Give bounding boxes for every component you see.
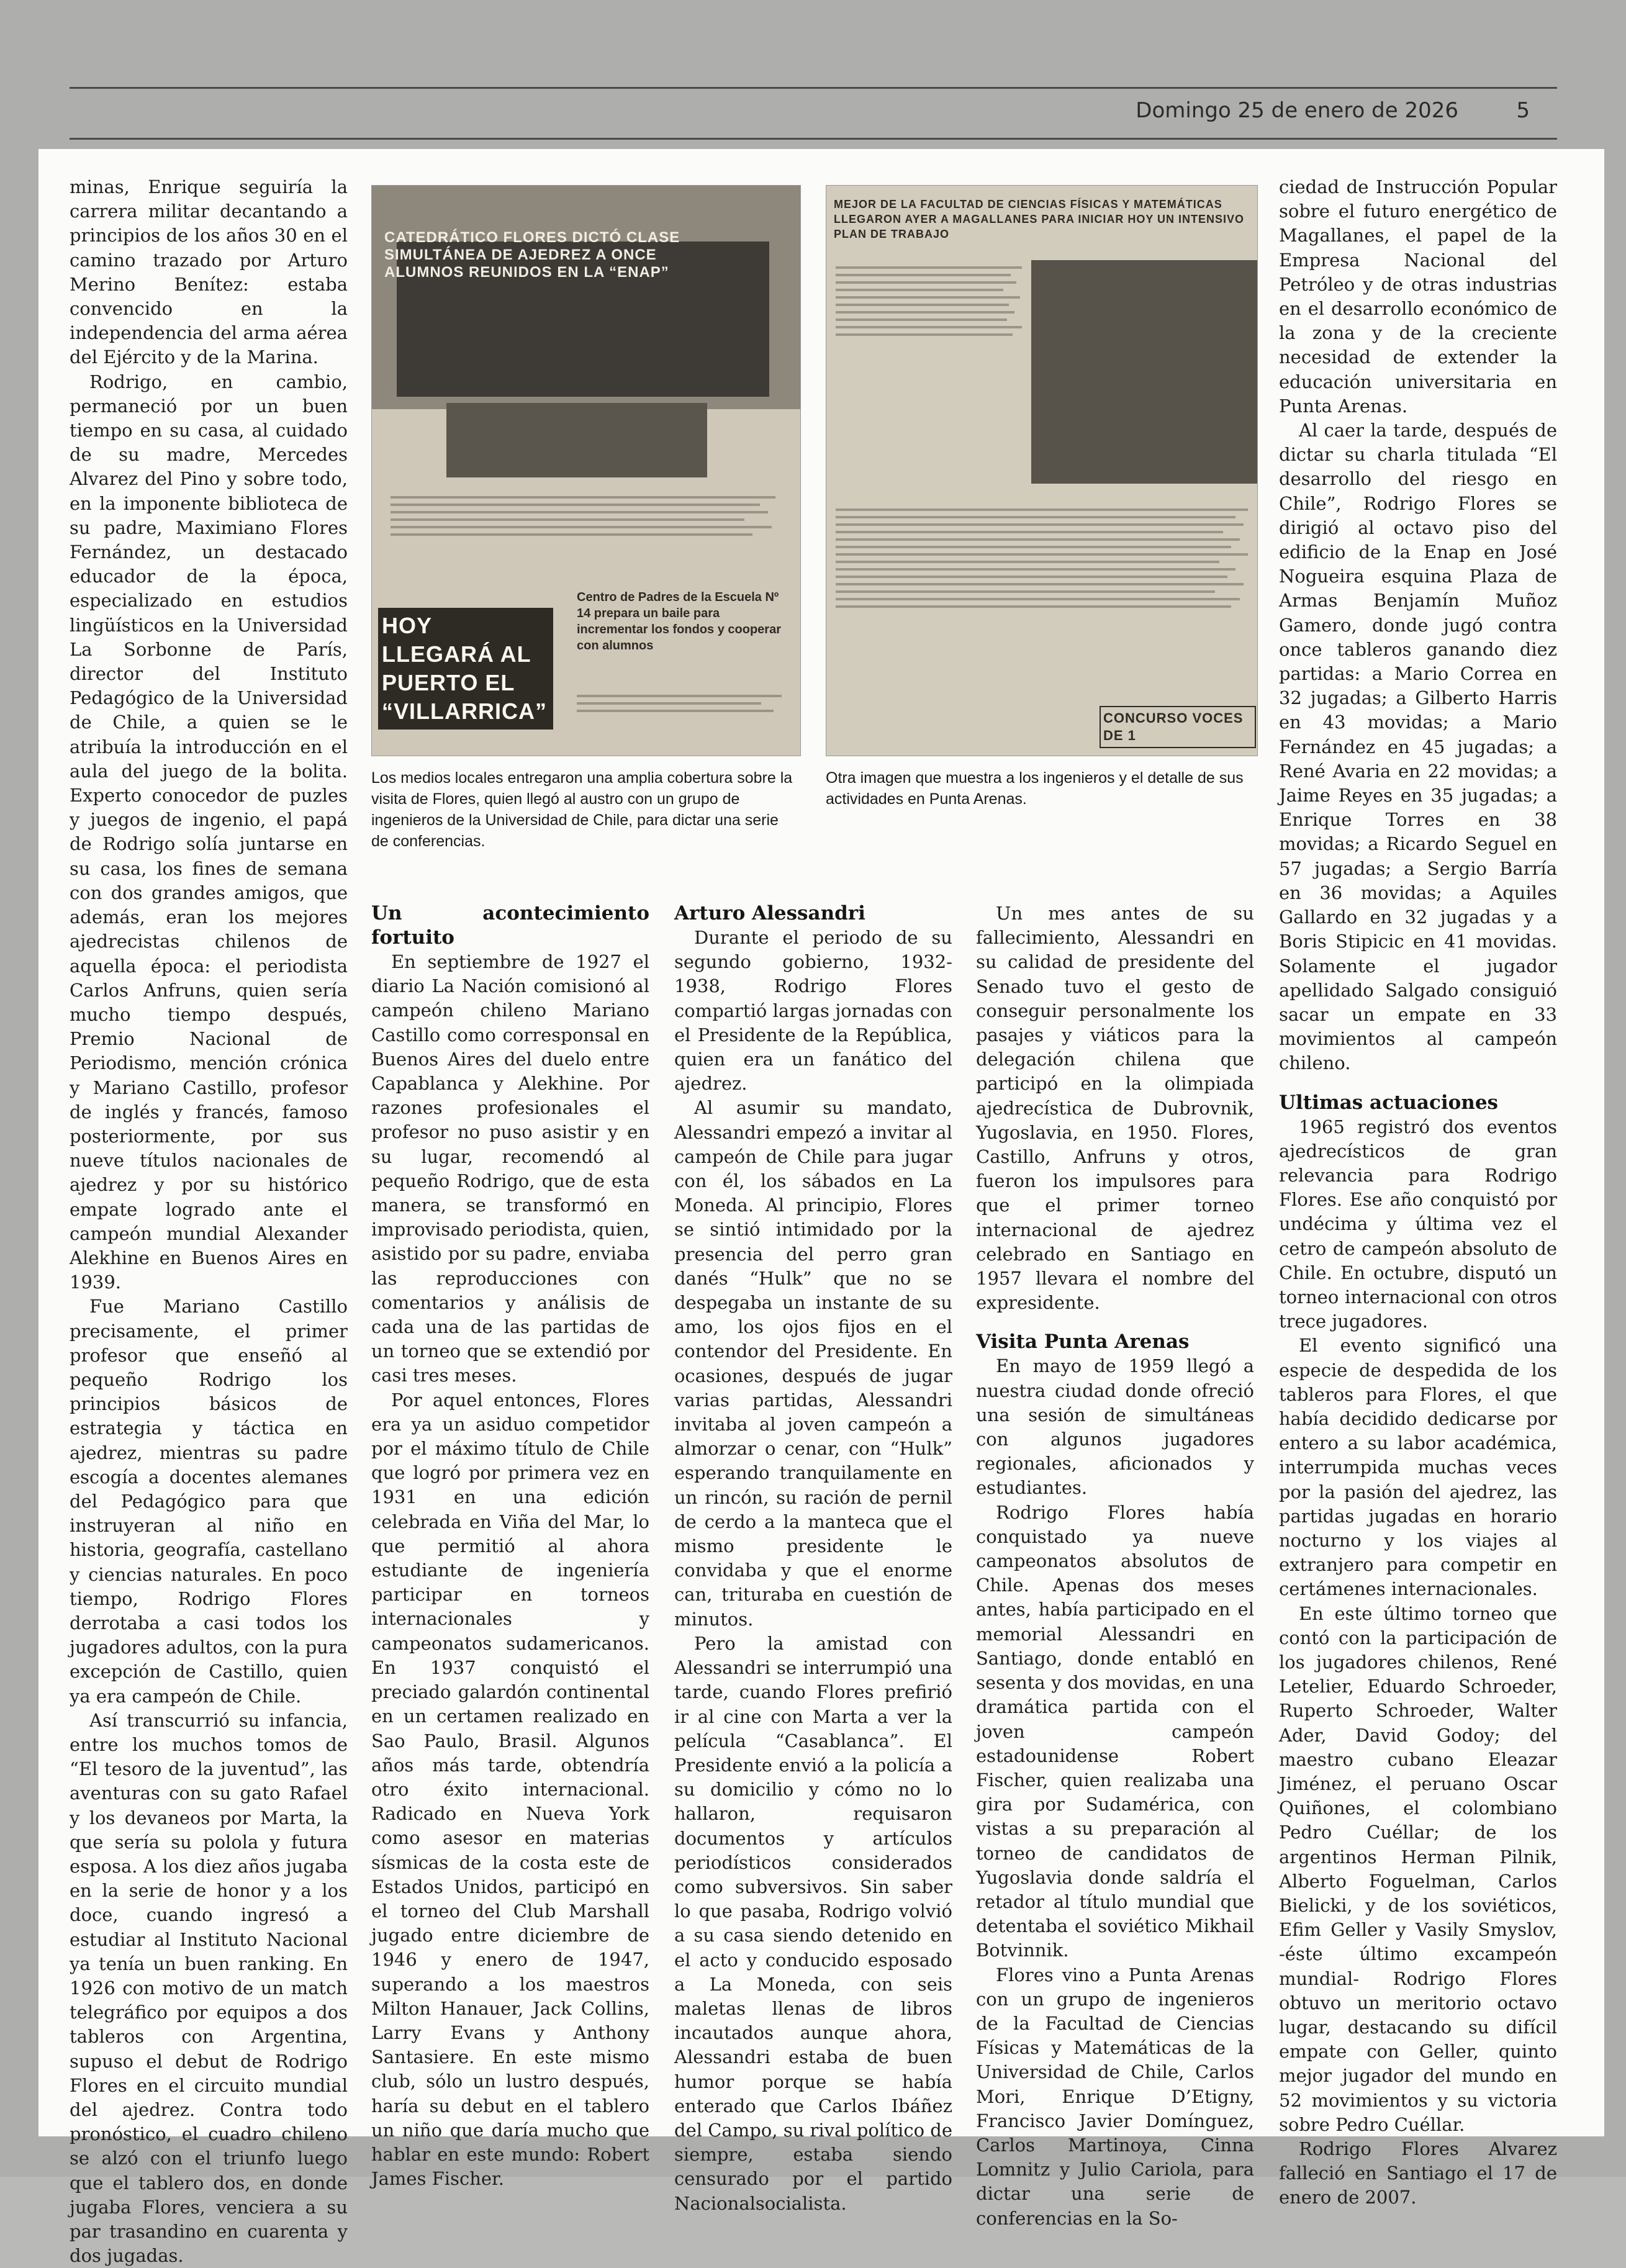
- paragraph: En este último torneo que contó con la participación de los jugadores chilenos, René Letelier, Eduardo Schroeder, Ruperto Schroeder, Walter Ader, David Godoy; del maestro cubano Eleazar Jiménez, el peruano Oscar Quiñones, el colombiano Pedro Cuéllar; de los argentinos Herman Pilnik, Alberto Foguelman, Carlos Bielicki, y de los soviéticos, Efim Geller y Vasily Smyslov, -éste último excampeón mundial- Rodrigo Flores obtuvo un meritorio octavo lugar, destacando su difícil empate con Geller, quinto mejor jugador del mundo en 52 movimientos y su victoria sobre Pedro Cuéllar.: [1279, 1602, 1557, 2135]
- paragraph: Al asumir su mandato, Alessandri empezó a invitar al campeón de Chile para jugar con él, los sábados en La Moneda. Al principio, Flores se sintió intimidado por la presencia del perro gran danés “Hulk” que no se despegaba un instante de su amo, los ojos fijos en el contendor del Presidente. En ocasiones, después de jugar varias partidas, Alessandri invitaba al joven campeón a almorzar o cenar, con “Hulk” esperando tranquilamente en un rincón, su ración de pernil de cerdo a la manteca que el mismo presidente le convidaba y que el enorme can, trituraba en cuestión de minutos.: [674, 1097, 952, 1630]
- newspaper-clipping-photo-left: [371, 185, 801, 756]
- column-4: [976, 901, 1254, 2231]
- header-top-rule: [70, 87, 1557, 89]
- section-heading: Ultimas actuaciones: [1279, 1091, 1498, 1114]
- photo-caption-left: Los medios locales entregaron una amplia cobertura sobre la visita de Flores, quien llegó al austro con un grupo de ingenieros de la Universidad de Chile, para dictar una serie de conferencias.: [371, 769, 793, 850]
- paragraph: Pero la amistad con Alessandri se interrumpió una tarde, cuando Flores prefirió ir al cine con Marta a ver la película “Casablanca”. El Presidente envió a la policía a su domicilio y cómo no lo hallaron, requisaron documentos y artículos periodísticos considerados como subversivos. Sin saber lo que pasaba, Rodrigo volvió a su casa siendo detenido en el acto y conducido esposado a La Moneda, con seis maletas llenas de libros incautados aunque ahora, Alessandri estaba de buen humor porque se había enterado que Carlos Ibáñez del Campo, su rival político de siempre, estaba siendo censurado por el partido Nacionalsocialista.: [674, 1632, 952, 2214]
- section-heading: Arturo Alessandri: [674, 902, 865, 924]
- section-heading: Un acontecimiento fortuito: [371, 902, 649, 949]
- photo-caption-right: Otra imagen que muestra a los ingenieros y el detalle de sus actividades en Punta Arenas.: [826, 769, 1244, 808]
- paragraph: Por aquel entonces, Flores era ya un asiduo competidor por el máximo título de Chile que logró por primera vez en 1931 en una edición celebrada en Viña del Mar, lo que permitió al ahora estudiante de ingeniería participar en torneos internacionales y campeonatos sudamericanos. En 1937 conquistó el preciado galardón continental en un certamen realizado en Sao Paulo, Brasil. Algunos años más tarde, obtendría otro éxito internacional. Radicado en Nueva York como asesor en materias sísmicas de la costa este de Estados Unidos, participó en el torneo del Club Marshall jugado entre diciembre de 1946 y enero de 1947, superando a los maestros Milton Hanauer, Jack Collins, Larry Evans y Anthony Santasiere. En este mismo club, sólo un lustro después, haría su debut en el tablero un niño que daría mucho que hablar en este mundo: Robert James Fischer.: [371, 1389, 649, 2190]
- clipping-headline: CATEDRÁTICO FLORES DICTÓ CLASE SIMULTÁNEA DE AJEDREZ A ONCE ALUMNOS REUNIDOS EN LA “ENAP”: [384, 229, 680, 281]
- column-2: [371, 901, 649, 2191]
- paragraph: Durante el periodo de su segundo gobierno, 1932-1938, Rodrigo Flores compartió largas jornadas con el Presidente de la República, quien era un fanático del ajedrez.: [674, 927, 952, 1095]
- page-number: 5: [1516, 98, 1530, 123]
- header-date: Domingo 25 de enero de 2026: [1136, 98, 1458, 123]
- column-1: [70, 175, 348, 2268]
- paragraph: Rodrigo, en cambio, permaneció por un buen tiempo en su casa, al cuidado de su madre, Mercedes Alvarez del Pino y sobre todo, en la imponente biblioteca de su padre, Maximiano Flores Fernández, un destacado educador de la época, especializado en estudios lingüísticos en la Universidad La Sorbonne de París, director del Instituto Pedagógico de la Universidad de Chile, a quien se le atribuía la introducción en el aula del juego de la bolita. Experto conocedor de puzles y juegos de ingenio, el papá de Rodrigo solía juntarse en su casa, los fines de semana con dos grandes amigos, que además, eran los mejores ajedrecistas chilenos de aquella época: el periodista Carlos Anfruns, quien sería mucho tiempo después, Premio Nacional de Periodismo, mención crónica y Mariano Castillo, profesor de inglés y francés, famoso posteriormente, por sus nueve títulos nacionales de ajedrez y por su histórico empate logrado ante el campeón mundial Alexander Alekhine en Buenos Aires en 1939.: [70, 371, 348, 1293]
- paragraph: Al caer la tarde, después de dictar su charla titulada “El desarrollo del riesgo en Chile”, Rodrigo Flores se dirigió al octavo piso del edificio de la Enap en José Nogueira esquina Plaza de Armas Benjamín Muñoz Gamero, donde jugó contra once tableros ganando diez partidas: a Mario Correa en 32 jugadas; a Gilberto Harris en 43 movidas; a Mario Fernández en 45 jugadas; a René Avaria en 22 movidas; a Jaime Reyes en 35 jugadas; a Enrique Torres en 38 movidas; a Ricardo Seguel en 57 jugadas; a Sergio Barría en 36 movidas; a Aquiles Gallardo en 32 jugadas y a Boris Stipicic en 41 movidas. Solamente el jugador apellidado Salgado consiguió sacar un empate en 33 movimientos al campeón chileno.: [1279, 420, 1557, 1074]
- paragraph: Rodrigo Flores Alvarez falleció en Santiago el 17 de enero de 2007.: [1279, 2138, 1557, 2208]
- paragraph: Así transcurrió su infancia, entre los muchos tomos de “El tesoro de la juventud”, las aventuras con su gato Rafael y los devaneos por Marta, la que sería su polola y futura esposa. A los diez años jugaba en la serie de honor y a los doce, cuando ingresó a estudiar al Instituto Nacional ya tenía un buen ranking. En 1926 con motivo de un match telegráfico por equipos a dos tableros con Argentina, supuso el debut de Rodrigo Flores en el circuito mundial del ajedrez. Contra todo pronóstico, el cuadro chileno se alzó con el triunfo luego que el tablero dos, en donde jugaba Flores, venciera a su par trasandino en cuarenta y dos jugadas.: [70, 1709, 348, 2267]
- paragraph: En mayo de 1959 llegó a nuestra ciudad donde ofreció una sesión de simultáneas con algunos jugadores regionales, aficionados y estudiantes.: [976, 1355, 1254, 1499]
- paragraph: ciedad de Instrucción Popular sobre el futuro energético de Magallanes, el papel de la Empresa Nacional del Petróleo y de otras industrias en el desarrollo económico de la zona y de la creciente necesidad de extender la educación universitaria en Punta Arenas.: [1279, 176, 1557, 417]
- column-5: [1279, 175, 1557, 2210]
- paragraph: minas, Enrique seguiría la carrera militar decantando a principios de los años 30 en el camino trazado por Arturo Merino Benítez: estaba convencido en la independencia del arma aérea del Ejército y de la Marina.: [70, 176, 348, 368]
- header-bottom-rule: [70, 138, 1557, 140]
- section-heading: Visita Punta Arenas: [976, 1331, 1190, 1353]
- paragraph: En septiembre de 1927 el diario La Nación comisionó al campeón chileno Mariano Castillo como corresponsal en Buenos Aires del duelo entre Capablanca y Alekhine. Por razones profesionales el profesor no puso asistir y en su lugar, recomendó al pequeño Rodrigo, que de esta manera, se transformó en improvisado periodista, quien, asistido por su padre, enviaba las reproducciones con comentarios y análisis de cada una de las partidas de un torneo que se extendió por casi tres meses.: [371, 951, 649, 1386]
- paragraph: Flores vino a Punta Arenas con un grupo de ingenieros de la Facultad de Ciencias Físicas y Matemáticas de la Universidad de Chile, Carlos Mori, Enrique D’Etigny, Francisco Javier Domínguez, Carlos Martinoya, Cinna Lomnitz y Julio Cariola, para dictar una serie de conferencias en la So-: [976, 1964, 1254, 2229]
- column-3: [674, 901, 952, 2216]
- clipping-headline: MEJOR DE LA FACULTAD DE CIENCIAS FÍSICAS Y MATEMÁTICAS LLEGARON AYER A MAGALLANES PARA INICIAR HOY UN INTENSIVO PLAN DE TRABAJO: [834, 198, 1245, 240]
- paragraph: 1965 registró dos eventos ajedrecísticos de gran relevancia para Rodrigo Flores. Ese año conquistó por undécima y última vez el cetro de campeón absoluto de Chile. En octubre, disputó un torneo internacional con otros trece jugadores.: [1279, 1116, 1557, 1332]
- paragraph: El evento significó una especie de despedida de los tableros para Flores, el que había decidido dedicarse por entero a su labor académica, interrumpida muchas veces por la pasión del ajedrez, las partidas jugadas en horario nocturno y los viajes al extranjero para competir en certámenes internacionales.: [1279, 1335, 1557, 1600]
- newspaper-clipping-photo-right: [826, 185, 1258, 756]
- paragraph: Fue Mariano Castillo precisamente, el primer profesor que enseñó al pequeño Rodrigo los principios básicos de estrategia y táctica en ajedrez, mientras su padre escogía a docentes alemanes del Pedagógico para que instruyeran al niño en historia, geografía, castellano y ciencias naturales. En poco tiempo, Rodrigo Flores derrotaba a casi todos los jugadores adultos, con la pura excepción de Castillo, quien ya era campeón de Chile.: [70, 1296, 348, 1707]
- clipping-subheadline: HOY LLEGARÁ AL PUERTO EL “VILLARRICA”: [378, 608, 553, 730]
- paragraph: Un mes antes de su fallecimiento, Alessandri en su calidad de presidente del Senado tuvo el gesto de conseguir personalmente los pasajes y viáticos para la delegación chilena que participó en la olimpiada ajedrecística de Dubrovnik, Yugoslavia, en 1950. Flores, Castillo, Anfruns y otros, fueron los impulsores para que el primer torneo internacional de ajedrez celebrado en Santiago en 1957 llevara el nombre del expresidente.: [976, 903, 1254, 1314]
- clipping-subheadline: CONCURSO VOCES DE 1: [1100, 706, 1256, 748]
- clipping-subheadline: Centro de Padres de la Escuela Nº 14 prepara un baile para incrementar los fondos y cooperar con alumnos: [577, 590, 781, 653]
- paragraph: Rodrigo Flores había conquistado ya nueve campeonatos absolutos de Chile. Apenas dos meses antes, había participado en el memorial Alessandri en Santiago, donde entabló en sesenta y dos movidas, en una dramática partida con el joven campeón estadounidense Robert Fischer, quien realizaba una gira por Sudamérica, con vistas a su preparación al torneo de candidatos de Yugoslavia donde saldría el retador al título mundial que detentaba el soviético Mikhail Botvinnik.: [976, 1501, 1254, 1961]
